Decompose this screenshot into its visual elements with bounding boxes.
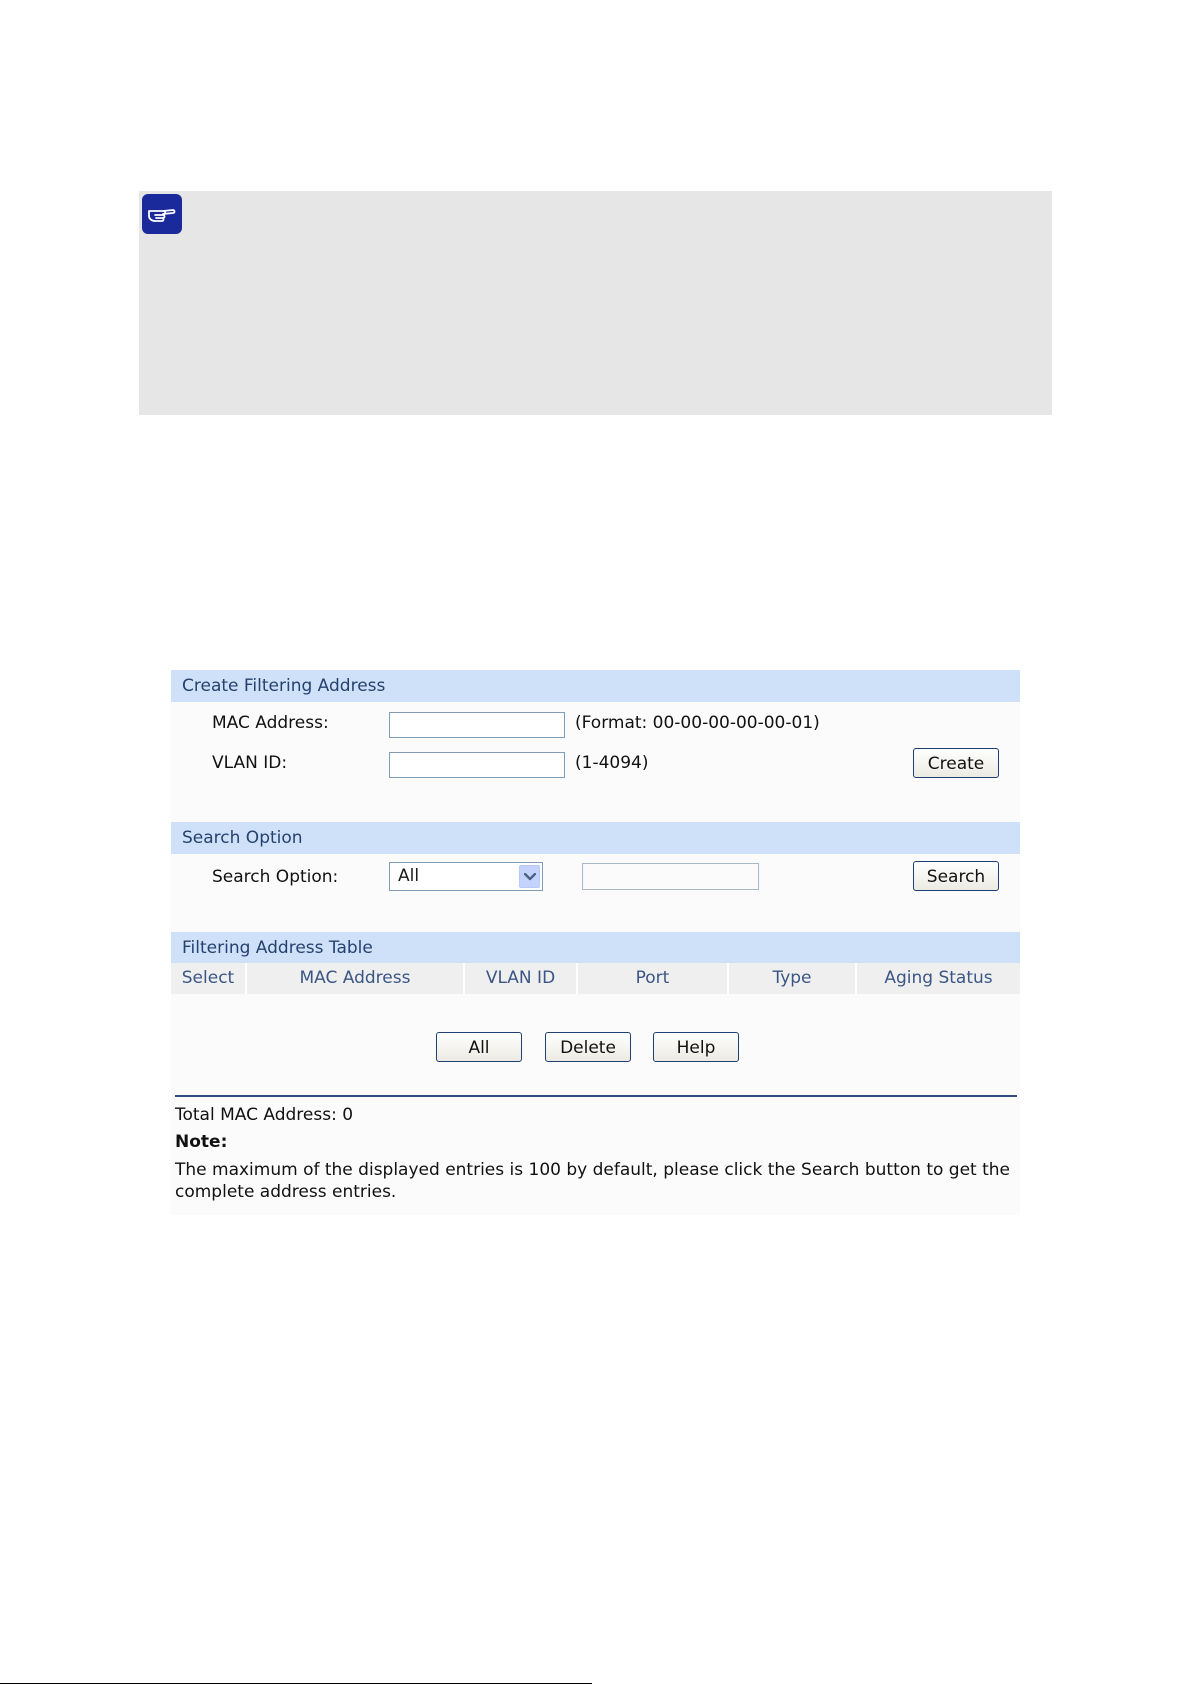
select-all-button[interactable]: All bbox=[436, 1032, 522, 1062]
section-divider bbox=[175, 1095, 1017, 1097]
chevron-down-icon[interactable] bbox=[519, 865, 540, 888]
total-mac-address: Total MAC Address: 0 bbox=[175, 1105, 354, 1125]
mac-address-input[interactable] bbox=[389, 712, 565, 738]
search-button[interactable]: Search bbox=[913, 861, 999, 891]
search-option-value: All bbox=[398, 866, 420, 886]
column-header-port: Port bbox=[578, 963, 729, 994]
filtering-address-panel bbox=[171, 670, 1020, 1215]
note-text-line-2: complete address entries. bbox=[175, 1182, 397, 1202]
column-header-mac-address: MAC Address bbox=[247, 963, 465, 994]
note-title: Note: bbox=[175, 1132, 228, 1152]
column-header-aging-status: Aging Status bbox=[884, 968, 993, 988]
column-header-vlan-id: VLAN ID bbox=[465, 963, 578, 994]
vlan-range-hint: (1-4094) bbox=[575, 753, 649, 773]
note-text-line-1: The maximum of the displayed entries is 100 by default, please click the Search button to get the bbox=[175, 1160, 1011, 1180]
delete-button[interactable]: Delete bbox=[545, 1032, 631, 1062]
note-callout bbox=[139, 191, 1052, 415]
search-value-input[interactable] bbox=[582, 863, 759, 890]
search-option-select[interactable] bbox=[389, 862, 543, 891]
create-button[interactable]: Create bbox=[913, 748, 999, 778]
table-header-row bbox=[171, 963, 1020, 994]
help-button[interactable]: Help bbox=[653, 1032, 739, 1062]
filtering-address-table-header: Filtering Address Table bbox=[171, 932, 1020, 964]
column-header-select: Select bbox=[171, 963, 247, 994]
column-header-type: Type bbox=[729, 963, 857, 994]
mac-format-hint: (Format: 00-00-00-00-00-01) bbox=[575, 713, 820, 733]
search-option-header: Search Option bbox=[171, 822, 1020, 854]
vlan-id-input[interactable] bbox=[389, 752, 565, 778]
pointing-hand-icon bbox=[142, 194, 182, 234]
create-filtering-address-header: Create Filtering Address bbox=[171, 670, 1020, 702]
vlan-id-label: VLAN ID: bbox=[212, 753, 288, 773]
search-option-label: Search Option: bbox=[212, 867, 339, 887]
page-footnote-rule bbox=[0, 1683, 592, 1684]
mac-address-label: MAC Address: bbox=[212, 713, 329, 733]
